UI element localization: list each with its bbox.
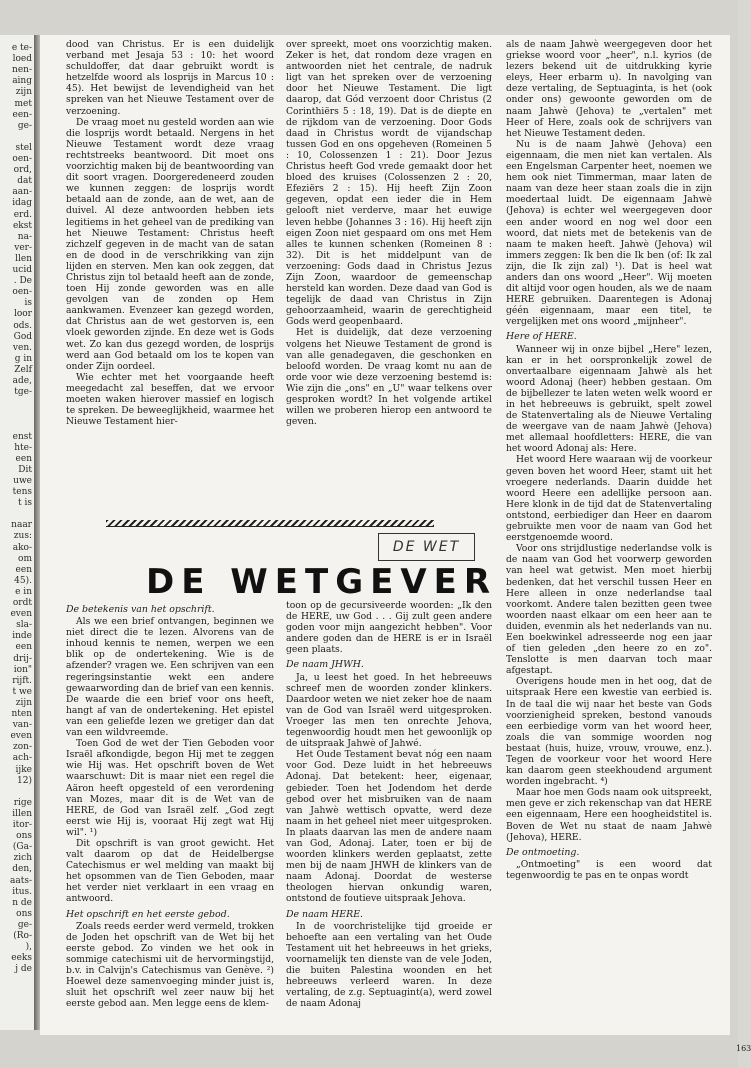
left-page-text-fragment: ordt — [12, 598, 32, 608]
left-page-text-fragment: zijn — [15, 87, 32, 98]
paragraph: toon op de gecursiveerde woorden: „Ik den de HERE, uw God . . . Gij zult geen andere goden voor mijn aangezicht hebben". Voor andere goden dan de HERE is er in Israël geen plaats. — [286, 600, 492, 656]
paragraph: Het woord Here waaraan wij de voorkeur geven boven het woord Heer, stamt uit het vroegere nederlands. Daarin duidde het woord Heere een adellijke persoon aan. Here klonk in de tijd dat de Statenvertaling ontstond, eerbiediger dan Heer en daarom gebruikte men voor de naam van God het eerstgenoemde woord. — [506, 454, 712, 544]
left-page-text-fragment: ge- — [17, 919, 32, 930]
left-page-text-fragment: God — [13, 331, 32, 342]
left-page-edge — [0, 35, 34, 1030]
paragraph: Maar hoe men Gods naam ook uitspreekt, men geve er zich rekenschap van dat HERE een eigennaam, Here een hoogheidstitel is. Boven de Wet nu staat de naam Jahwè (Jehova), HERE. — [506, 787, 712, 843]
left-page-text-fragment: even — [10, 609, 32, 620]
subheading: De ontmoeting. — [506, 846, 580, 858]
divider-line — [106, 526, 434, 527]
left-page-text-fragment: zijn — [15, 697, 32, 708]
left-page-text-fragment: na- — [17, 231, 32, 242]
left-page-text-fragment: j de — [15, 964, 32, 975]
left-page-text-fragment: aan- — [12, 187, 32, 198]
left-page-text-fragment: g in — [14, 353, 32, 364]
paragraph: Wie echter met het voorgaande heeft meegedacht zal beseffen, dat we ervoor moeten waken hierover massief en logisch te spreken. De beweeglijkheid, waarmee het Nieuwe Testament hier- — [66, 371, 274, 428]
left-page-text-fragment: ako- — [12, 542, 32, 553]
left-page-text-fragment: ord, — [13, 165, 32, 176]
paragraph: Voor ons strijdlustige nederlandse volk is de naam van God het voorwerp geworden van heel wat getwist. Men moet hierbij bedenken, dat het verschil tussen Heer en Here alleen in onze nederlandse taal voorkomt. Andere talen bezitten geen twee woorden naast elkaar om een heer aan te duiden, evenmin als het nederlands van nu. Een boekwinkel adresseerde nog een jaar of tien geleden „den heere zo en zo". Tenslotte is men daarvan toch maar afgestapt. — [506, 543, 712, 677]
left-page-text-fragment: ven. — [12, 342, 32, 353]
left-page-text-fragment: (Ga- — [12, 842, 32, 853]
left-page-text-fragment: ons — [16, 908, 32, 919]
subheading: De betekenis van het opschrift. — [66, 604, 215, 615]
left-page-text-fragment: is — [24, 298, 32, 309]
left-page-text-fragment: sla- — [16, 620, 32, 631]
paragraph: Dit opschrift is van groot gewicht. Het valt daarom op dat de Heidelbergse Catechismus er wel melding van maakt bij het opsommen van de Tien Geboden, maar het verder niet verklaart in een vraag en antwoord. — [66, 837, 274, 905]
left-page-text-fragment: nten — [11, 709, 32, 719]
left-page-text-fragment: loed — [12, 54, 32, 65]
paragraph: Toen God de wet der Tien Geboden voor Israël afkondigde, begon Hij met te zeggen wie Hij was. Het opschrift boven de Wet waarschuwt: Dit is maar niet een regel die Aäron heeft opgesteld of een verordening van Mozes, maar dit is de Wet van de HERE, de God van Israël zelf. „God zegt eerst wie Hij is, vooraat Hij zegt wat Hij wil". ¹) — [66, 738, 274, 838]
left-page-text-fragment: illen — [12, 808, 32, 819]
subheading: De naam HERE. — [286, 908, 364, 920]
left-page-text-fragment: ekst — [12, 220, 32, 231]
left-page-text-fragment: t is — [18, 498, 32, 509]
left-page-text-fragment: ods. — [13, 320, 32, 331]
paragraph: over spreekt, moet ons voorzichtig maken. Zeker is het, dat rondom deze vragen en antwoorden niet het centrale, de nadruk ligt van het spreken over de verzoening door het Nieuwe Testament. Die ligt daarop, dat Gód verzoent door Christus (2 Corinthiërs 5 : 18, 19). Dat is de diepte en de rijkdom van de verzoening. Door Gods daad in Christus wordt de vijandschap tussen God en ons opgeheven (Romeinen 5 : 10, Colossenzen 1 : 21). Door Jezus Christus heeft God vrede gemaakt door het bloed des kruises (Colossenzen 2 : 20, Efeziërs 2 : 15). Hij heeft Zijn Zoon gegeven, opdat een ieder die in Hem gelooft niet verderve, maar het euwige leven hebbe (Johannes 3 : 16). Hij heeft zijn eigen Zoon niet gespaard om ons met Hem alles te kunnen schenken (Romeinen 8 : 32). Dit is het middelpunt van de verzoening: Gods daad in Christus Jezus Zijn Zoon, waardoor de gemeenschap hersteld kan worden. Deze daad van God is tegelijk de daad van Christus in Zijn gehoorzaamheid, waarin de gerechtigheid Gods werd geopenbaard. — [286, 39, 492, 328]
left-page-text-fragment: met — [14, 98, 32, 109]
left-page-text-fragment: idag — [12, 198, 32, 209]
left-page-text-fragment: rige — [13, 797, 32, 808]
left-page-text-fragment: een — [15, 564, 32, 575]
left-page-text-fragment: ade, — [12, 376, 32, 386]
paragraph: dood van Christus. Er is een duidelijk verband met Jesaja 53 : 10: het woord schuldoffer, dat daar gebruikt wordt is hetzelfde woord als losprijs in Marcus 10 : 45). Het bewijst de levendigheid van het spreken van het Nieuwe Testament over de verzoening. — [66, 39, 274, 117]
left-page-text-fragment: dat — [17, 176, 32, 187]
left-page-text-fragment: Zelf — [14, 364, 32, 375]
left-page-text-fragment: aing — [12, 76, 32, 87]
left-page-text-fragment: 45). — [14, 575, 32, 586]
paragraph: Het Oude Testament bevat nóg een naam voor God. Deze luidt in het hebreeuws Adonaj. Dat betekent: heer, eigenaar, gebieder. Toen het Jodendom het derde gebod over het misbruiken van de naam van Jahwè wettisch opvatte, werd deze naam in het geheel niet meer uitgesproken. In plaats daarvan las men de andere naam van God, Adonaj. Later, toen er bij de woorden klinkers werden geplaatst, zette men bij de naam JHWH de klinkers van de naam Adonaj. Doordat de westerse theologen hiervan onkundig waren, ontstond de foutieve uitspraak Jehova. — [286, 749, 492, 905]
left-page-text-fragment: stel — [15, 142, 32, 153]
column-2-top — [286, 39, 492, 479]
left-page-text-fragment: zon- — [13, 742, 32, 753]
left-page-text-fragment: . De — [13, 276, 32, 287]
left-page-text-fragment: t we — [12, 686, 32, 697]
left-page-text-fragment: rijft. — [12, 675, 32, 686]
left-page-text-fragment: van- — [12, 720, 32, 731]
left-page-text-fragment: ge- — [17, 120, 32, 131]
left-page-text-fragment: oen- — [12, 287, 32, 298]
left-page-text-fragment: ver- — [14, 242, 32, 253]
left-page-text-fragment: oen- — [12, 154, 32, 164]
page-number: 163 — [736, 1044, 751, 1053]
left-page-text-fragment: inde — [12, 631, 32, 642]
left-page-text-fragment: den, — [12, 864, 32, 875]
paragraph: De vraag moet nu gesteld worden aan wie die losprijs wordt betaald. Nergens in het Nieuwe Testament wordt deze vraag rechtstreeks beantwoord. Dit moet ons voorzichtig maken bij de beantwoording van dit soort vragen. Doorgeredeneerd zouden we kunnen zeggen: de losprijs wordt betaald aan de zonde, aan de wet, aan de duivel. Al deze antwoorden hebben iets legitiems in het geheel van de prediking van het Nieuwe Testament: Christus heeft zichzelf gegeven in de macht van de satan en de dood in de verschrikking van zijn lijden en sterven. Men kan ook zeggen, dat Christus zijn tol betaald heeft aan de zonde, toen Hij zonde geworden was en alle gevolgen van de zonden op Hem aankwamen. Evenzeer kan gezegd worden, dat Christus aan de wet gestorven is, een vloek geworden zijnde. En deze wet is Gods wet. Zo kan dus gezegd worden, de losprijs werd aan God betaald om los te kopen van onder Zijn oordeel. — [66, 116, 274, 372]
left-page-text-fragment: loor — [13, 309, 32, 320]
paragraph: Wanneer wij in onze bijbel „Here" lezen, kan er in het oorspronkelijk zowel de onvertaalbare eigennaam Jahwè als het woord Adonaj (heer) hebben gestaan. Om de bijbellezer te laten weten welk woord er in het hebreeuws is gebruikt, spelt zowel de Statenvertaling als de Nieuwe Vertaling de weergave van de naam Jahwè (Jehova) met allemaal hoofdletters: HERE, die van het woord Adonaj als: Here. — [506, 343, 712, 455]
section-tag-label: DE WET — [392, 539, 461, 555]
paragraph: als de naam Jahwè weergegeven door het griekse woord voor „heer", n.l. kyrios (de lezers bekend uit de uitdrukking kyrie eleys, Heer erbarm u). In navolging van deze vertaling, de Septuaginta, is het (ook onder ons) gewoonte geworden om de naam Jahwè (Jehova) te „vertalen" met Heer of Here, zoals ook de schrijvers van het Nieuwe Testament deden. — [506, 39, 712, 139]
paragraph: Zoals reeds eerder werd vermeld, trokken de Joden het opschrift van de Wet bij het eerste gebod. Zo vinden we het ook in sommige catechismi uit de hervormingstijd, b.v. in Calvijn's Catechismus van Genève. ²) Hoewel deze samenvoeging minder juist is, sluit het opschrift wel zeer nauw bij het eerste gebod aan. Men legge eens de klem- — [66, 920, 274, 1010]
left-page-text-fragment: een — [15, 642, 32, 653]
left-page-text-fragment: enst — [12, 431, 32, 442]
left-page-text-fragment: e te- — [11, 43, 32, 53]
paragraph: Het is duidelijk, dat deze verzoening volgens het Nieuwe Testament de grond is van alle genadegaven, die geschonken en beloofd worden. De vraag komt nu aan de orde voor wie deze verzoening bestemd is: Wie zijn die „ons" en „U" waar telkens over gesproken wordt? In het volgende artikel willen we proberen hierop een antwoord te geven. — [286, 327, 492, 428]
left-page-text-fragment: erd. — [13, 209, 32, 220]
left-page-text-fragment: om — [18, 553, 32, 564]
subheading: Here of HERE. — [506, 331, 577, 343]
left-page-text-fragment: een — [15, 453, 32, 464]
left-page-text-fragment: ach- — [12, 753, 32, 764]
left-page-text-fragment: even — [10, 731, 32, 742]
column-2-bottom — [286, 600, 492, 1030]
column-1-top — [66, 39, 274, 479]
column-1-bottom — [66, 600, 274, 1030]
left-page-text-fragment: llen — [15, 253, 32, 264]
left-page-text-fragment: hte- — [14, 442, 32, 453]
left-page-text-fragment: uwe — [13, 475, 32, 486]
left-page-text-fragment: ucid — [12, 265, 32, 275]
paragraph: Nu is de naam Jahwè (Jehova) een eigennaam, die men niet kan vertalen. Als een Engelsman Carpenter heet, noemen we hem ook niet Timmerman, maar laten de naam van deze heer staan zoals die in zijn moedertaal luidt. De eigennaam Jahwè (Jehova) is echter wel weergegeven door een ander woord en nog wel door een woord, dat niets met de betekenis van de naam te maken heeft. Jahwè (Jehova) wil immers zeggen: Ik ben die Ik ben (of: Ik zal zijn, die Ik zijn zal) ¹). Dat is heel wat anders dan ons woord „Heer". Wij moeten dit altijd voor ogen houden, als we de naam HERE gebruiken. Daarentegen is Adonaj géén eigennaam, maar een titel, te vergelijken met ons woord „mijnheer". — [506, 138, 712, 328]
left-page-text-fragment: eeks — [11, 953, 32, 964]
left-page-text-fragment: ijke — [15, 764, 32, 775]
left-page-text-fragment: ), — [25, 942, 32, 953]
paragraph: „Ontmoeting" is een woord dat tegenwoordig te pas en te onpas wordt — [506, 858, 712, 881]
left-page-text-fragment: ion" — [13, 664, 32, 675]
paragraph: Overigens houde men in het oog, dat de uitspraak Here een kwestie van eerbied is. In de taal die wij naar het beste van Gods voorzienigheid spreken, bestond vanouds een eerbiedige vorm van het woord heer, zoals die van sommige woorden nog bestaat (huis, huize, vrouw, vrouwe, enz.). Tegen de voorkeur voor het woord Here kan daarom geen steekhoudend argument worden ingebracht. ⁴) — [506, 676, 712, 788]
left-page-text-fragment: e in — [15, 586, 32, 597]
subheading: Het opschrift en het eerste gebod. — [66, 908, 230, 920]
left-page-text-fragment: zus: — [13, 531, 32, 542]
left-page-text-fragment: itor- — [12, 820, 32, 830]
left-page-text-fragment: n de — [12, 897, 32, 908]
right-page — [40, 35, 751, 1053]
paragraph: Als we een brief ontvangen, beginnen we niet direct die te lezen. Alvorens van de inhoud kennis te nemen, werpen we een blik op de ondertekening. Wie is de afzender? vragen we. Een schrijven van een regeringsinstantie wekt een andere gewaarwording dan de brief van een kennis. De waarde die een brief voor ons heeft, hangt af van de ondertekening. Het epistel van een geliefde lezen we gretiger dan dat van een wildvreemde. — [66, 616, 274, 739]
left-page-text-fragment: 12) — [17, 775, 32, 786]
article-title: DE WETGEVER — [146, 562, 498, 602]
left-page-text-fragment: nen- — [12, 65, 32, 76]
left-page-text-fragment: Dit — [18, 464, 32, 475]
paragraph: Ja, u leest het goed. In het hebreeuws schreef men de woorden zonder klinkers. Daardoor weten we niet zeker hoe de naam van de God van Israël werd uitgesproken. Vroeger las men ten onrechte Jehova, tegenwoordig houdt men het gewoonlijk op de uitspraak Jahwè of Jahwé. — [286, 671, 492, 750]
left-page-text-fragment: (Ro- — [13, 931, 32, 941]
left-page-text-fragment: aats- — [9, 875, 32, 886]
left-page-text-fragment: ons — [16, 831, 32, 842]
left-page-text-fragment: zich — [13, 853, 32, 864]
paragraph: In de voorchristelijke tijd groeide er behoefte aan een vertaling van het Oude Testament uit het hebreeuws in het grieks, voornamelijk ten dienste van de vele Joden, die buiten Palestina woonden en het hebreeuws verleerd waren. In deze vertaling, de z.g. Septuagint(a), werd zowel de naam Adonaj — [286, 920, 492, 1010]
left-page-text-fragment: een- — [12, 109, 32, 120]
subheading: De naam JHWH. — [286, 659, 364, 671]
column-3 — [506, 39, 712, 1029]
left-page-text-fragment: itus. — [12, 886, 32, 897]
section-tag — [378, 533, 475, 561]
left-page-text-fragment: tge- — [14, 387, 32, 398]
left-page-text-fragment: naar — [11, 520, 32, 531]
left-page-text-fragment: tens — [12, 487, 32, 497]
left-page-text-fragment: drij- — [13, 653, 32, 664]
